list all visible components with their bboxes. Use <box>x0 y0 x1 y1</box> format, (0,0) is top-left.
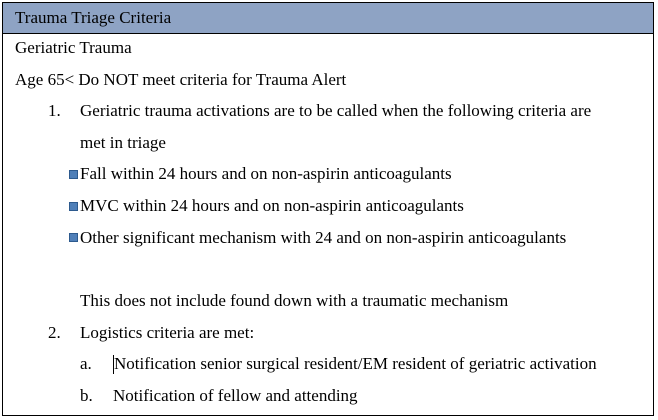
bullet-item-2: MVC within 24 hours and on non-aspirin anticoagulants <box>80 196 464 215</box>
table-header <box>3 3 653 34</box>
item-1-note: This does not include found down with a traumatic mechanism <box>80 291 509 310</box>
item-1-number: 1. <box>48 101 61 120</box>
section-title: Geriatric Trauma <box>15 38 132 57</box>
bullet-square-icon <box>69 233 78 242</box>
bullet-item-1: Fall within 24 hours and on non-aspirin anticoagulants <box>80 164 452 183</box>
item-2-text: Logistics criteria are met: <box>80 323 255 342</box>
item-1-text-line1: Geriatric trauma activations are to be called when the following criteria are <box>80 101 592 120</box>
bullet-square-icon <box>69 170 78 179</box>
bullet-item-3: Other significant mechanism with 24 and on non-aspirin anticoagulants <box>80 228 567 247</box>
item-2-number: 2. <box>48 323 61 342</box>
subitem-b-letter: b. <box>80 386 93 405</box>
bullet-square-icon <box>69 202 78 211</box>
subitem-b-text: Notification of fellow and attending <box>113 386 358 405</box>
section-subtitle: Age 65< Do NOT meet criteria for Trauma Alert <box>15 70 347 89</box>
subitem-a-letter: a. <box>80 354 92 373</box>
subitem-a-text: Notification senior surgical resident/EM resident of geriatric activation <box>114 354 597 373</box>
header-title: Trauma Triage Criteria <box>15 8 172 27</box>
item-1-text-line2: met in triage <box>80 133 166 152</box>
